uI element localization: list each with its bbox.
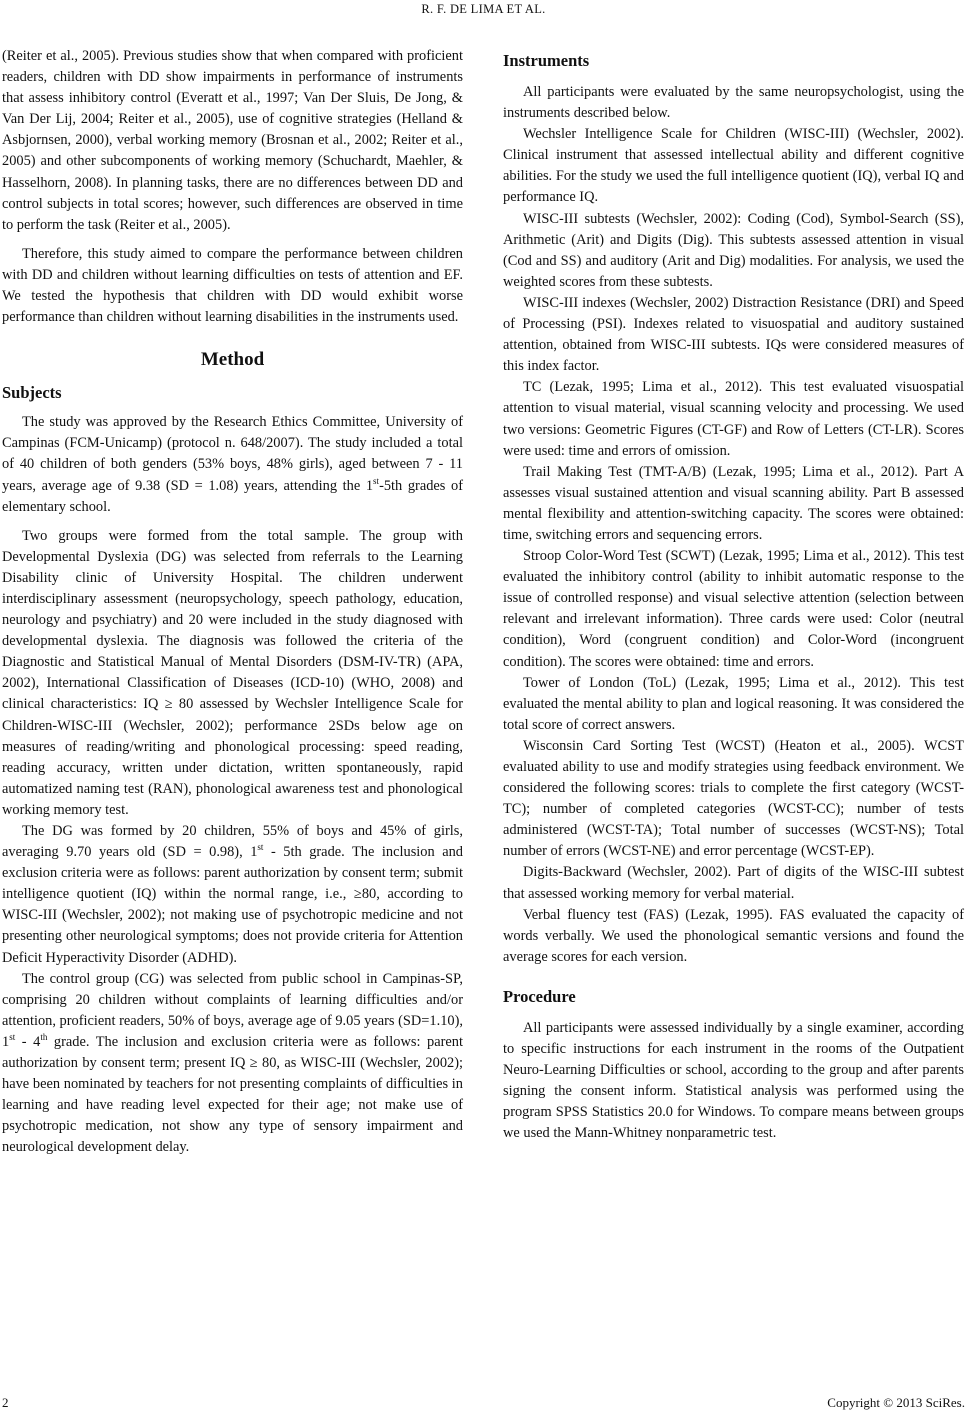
left-column <box>2 46 463 1159</box>
superscript: st <box>9 1031 16 1042</box>
superscript: st <box>257 842 264 853</box>
superscript: th <box>40 1031 48 1042</box>
instruments-paragraph-10: Digits-Backward (Wechsler, 2002). Part of digits of the WISC-III subtest that assessed working memory for verbal material. <box>503 864 964 902</box>
subjects-p4-text-a: The control group (CG) was selected from public school in Campinas-SP, comprising 20 children without complaints of learning difficulties and/or attention, proficient readers, 50% of boys, average age of 9.05 years (SD=1.10), 1 <box>2 970 463 1050</box>
subjects-paragraph-4 <box>2 969 463 1159</box>
instruments-paragraph-9: Wisconsin Card Sorting Test (WCST) (Heaton et al., 2005). WCST evaluated ability to use and modify strategies using feedback environment. We considered the following scores: trials to complete the first category (WCST-TC); number of completed categories (WCST-CC); number of tests administered (WCST-TA); Total number of successes (WCST-NS); Total number of errors (WCST-NE) and error percentage (WCST-EP). <box>503 737 964 860</box>
page-number: 2 <box>2 1395 9 1410</box>
procedure-heading: Procedure <box>503 986 576 1006</box>
subjects-paragraph-2: Two groups were formed from the total sample. The group with Developmental Dyslexia (DG) was selected from referrals to the Learning Disability clinic of University Hospital. The children underwent interdisciplinary assessment (neuropsychology, speech pathology, education, neurology and psychiatry) and 20 were included in the study diagnosed with developmental dyslexia. The diagnosis was followed the criteria of the Diagnostic and Statistical Manual of Mental Disorders (DSM-IV-TR) (APA, 2002), International Classification of Diseases (ICD-10) (WHO, 2008) and clinical characteristics: IQ ≥ 80 assessed by Wechsler Intelligence Scale for Children-WISC-III (Wechsler, 2002); performance 2SDs below age on measures of reading/writing and phonological processing: speed reading, reading accuracy, written under dictation, written spontaneously, rapid automatized naming test (RAN), phonological awareness test and phonological working memory test. <box>2 527 463 818</box>
superscript: st <box>373 475 380 486</box>
subjects-p1-text-a: The study was approved by the Research Ethics Committee, University of Campinas (FCM-Unicamp) (protocol n. 648/2007). The study included a total of 40 children of both genders (53% boys, 48% girls), aged between 7 - 11 years, average age of 9.38 (SD = 1.08) years, attending the 1 <box>2 414 463 494</box>
procedure-paragraph-1: All participants were assessed individually by a single examiner, according to specific instructions for each instrument in the rooms of the Outpatient Neuro-Learning Difficulties or school, according to the group and after parents signing the consent inform. Statistical analysis was performed using the program SPSS Statistics 20.0 for Windows. To compare means between groups we used the Mann-Whitney nonparametric test. <box>503 1019 964 1142</box>
subjects-p3-text-b: - 5th grade. The inclusion and exclusion criteria were as follows: parent authorization by consent term; submit intelligence quotient (IQ) within the normal range, i.e., ≥80, according to WISC-III (Wechsler, 2002); not making use of psychotropic medicine and not presenting other neurological symptoms; does not provide criteria for Attention Deficit Hyperactivity Disorder (ADHD). <box>2 844 463 966</box>
subjects-paragraph-3 <box>2 821 463 969</box>
instruments-paragraph-1: All participants were evaluated by the same neuropsychologist, using the instruments described below. <box>503 84 964 122</box>
subjects-p4-text-mid: - 4 <box>15 1033 41 1050</box>
copyright-notice: Copyright © 2013 SciRes. <box>827 1395 965 1410</box>
instruments-paragraph-5: TC (Lezak, 1995; Lima et al., 2012). This test evaluated visuospatial attention to visual material, visual scanning velocity and processing. We used two versions: Geometric Figures (CT-GF) and Row of Letters (CT-LR). Scores were used: time and errors of omission. <box>503 379 964 459</box>
subjects-p1-text-b: -5th grades of elementary school. <box>2 477 463 515</box>
instruments-paragraph-6: Trail Making Test (TMT-A/B) (Lezak, 1995; Lima et al., 2012). Part A assesses visual sustained attention and visual scanning ability. Part B assessed mental flexibility and attention-switching capacity. The scores were obtained: time, switching errors and sequencing errors. <box>503 463 964 543</box>
instruments-paragraph-11: Verbal fluency test (FAS) (Lezak, 1995). FAS evaluated the capacity of words verbally. We used the phonological semantic versions and found the average scores for each version. <box>503 906 964 965</box>
instruments-paragraph-7: Stroop Color-Word Test (SCWT) (Lezak, 1995; Lima et al., 2012). This test evaluated the inhibitory control (ability to inhibit automatic response to the issue of controlled response) and visual selective attention (selection between relevant and irrelevant information). Three cards were used: Color (neutral condition), Word (congruent condition) and Color-Word (incongruent condition). The scores were obtained: time and errors. <box>503 548 964 670</box>
subjects-p4-text-b: grade. The inclusion and exclusion criteria were as follows: parent authorization by consent term; present IQ ≥ 80, as WISC-III (Wechsler, 2002); have been nominated by teachers for not presenting complaints of difficulties in learning and have reading level expected for their age; not make use of psychotropic medication, not show any type of sensory impairment and neurological development delay. <box>2 1033 463 1156</box>
subjects-heading: Subjects <box>2 383 62 403</box>
subjects-paragraph-1 <box>2 412 463 517</box>
instruments-heading: Instruments <box>503 51 590 70</box>
running-head: R. F. DE LIMA ET AL. <box>421 2 546 16</box>
intro-paragraph-2: Therefore, this study aimed to compare the performance between children with DD and children without learning difficulties on tests of attention and EF. We tested the hypothesis that children with DD would exhibit worse performance than children without learning disabilities in the instruments used. <box>2 245 463 326</box>
right-column <box>503 46 964 1145</box>
method-heading: Method <box>200 349 265 371</box>
intro-paragraph-1: (Reiter et al., 2005). Previous studies show that when compared with proficient readers, children with DD show impairments in performance of instruments that assess inhibitory control (Everatt et al., 1997; Van Der Sluis, De Jong, & Van Der Lij, 2004; Reiter et al., 2005), use of cognitive strategies (Helland & Asbjornsen, 2000), verbal working memory (Brosnan et al., 2002; Reiter et al., 2005) and other subcomponents of working memory (Schuchardt, Maehler, & Hasselhorn, 2008). In planning tasks, there are no differences between DD and control subjects in total scores; however, such differences are observed in time to perform the task (Reiter et al., 2005). <box>2 48 463 233</box>
instruments-paragraph-2: Wechsler Intelligence Scale for Children (WISC-III) (Wechsler, 2002). Clinical instrument that assessed intellectual ability and different cognitive abilities. For the study we used the full intelligence quotient (IQ), verbal IQ and performance IQ. <box>503 126 964 206</box>
instruments-paragraph-8: Tower of London (ToL) (Lezak, 1995; Lima et al., 2012). This test evaluated the mental ability to plan and logical reasoning. It was considered the total score of correct answers. <box>503 674 964 733</box>
instruments-paragraph-4: WISC-III indexes (Wechsler, 2002) Distraction Resistance (DRI) and Speed of Processing (PSI). Indexes related to visuospatial and auditory sustained attention, obtained from WISC-III subtests. IQs were considered measures of this index factor. <box>503 294 964 375</box>
instruments-paragraph-3: WISC-III subtests (Wechsler, 2002): Coding (Cod), Symbol-Search (SS), Arithmetic (Arit) and Digits (Dig). This subtests assessed attention in visual (Cod and SS) and auditory (Arit and Dig) modalities. For analysis, we used the weighted scores from these subtests. <box>503 210 964 290</box>
subjects-p3-text-a: The DG was formed by 20 children, 55% of boys and 45% of girls, averaging 9.70 years old (SD = 0.98), 1 <box>2 823 463 861</box>
